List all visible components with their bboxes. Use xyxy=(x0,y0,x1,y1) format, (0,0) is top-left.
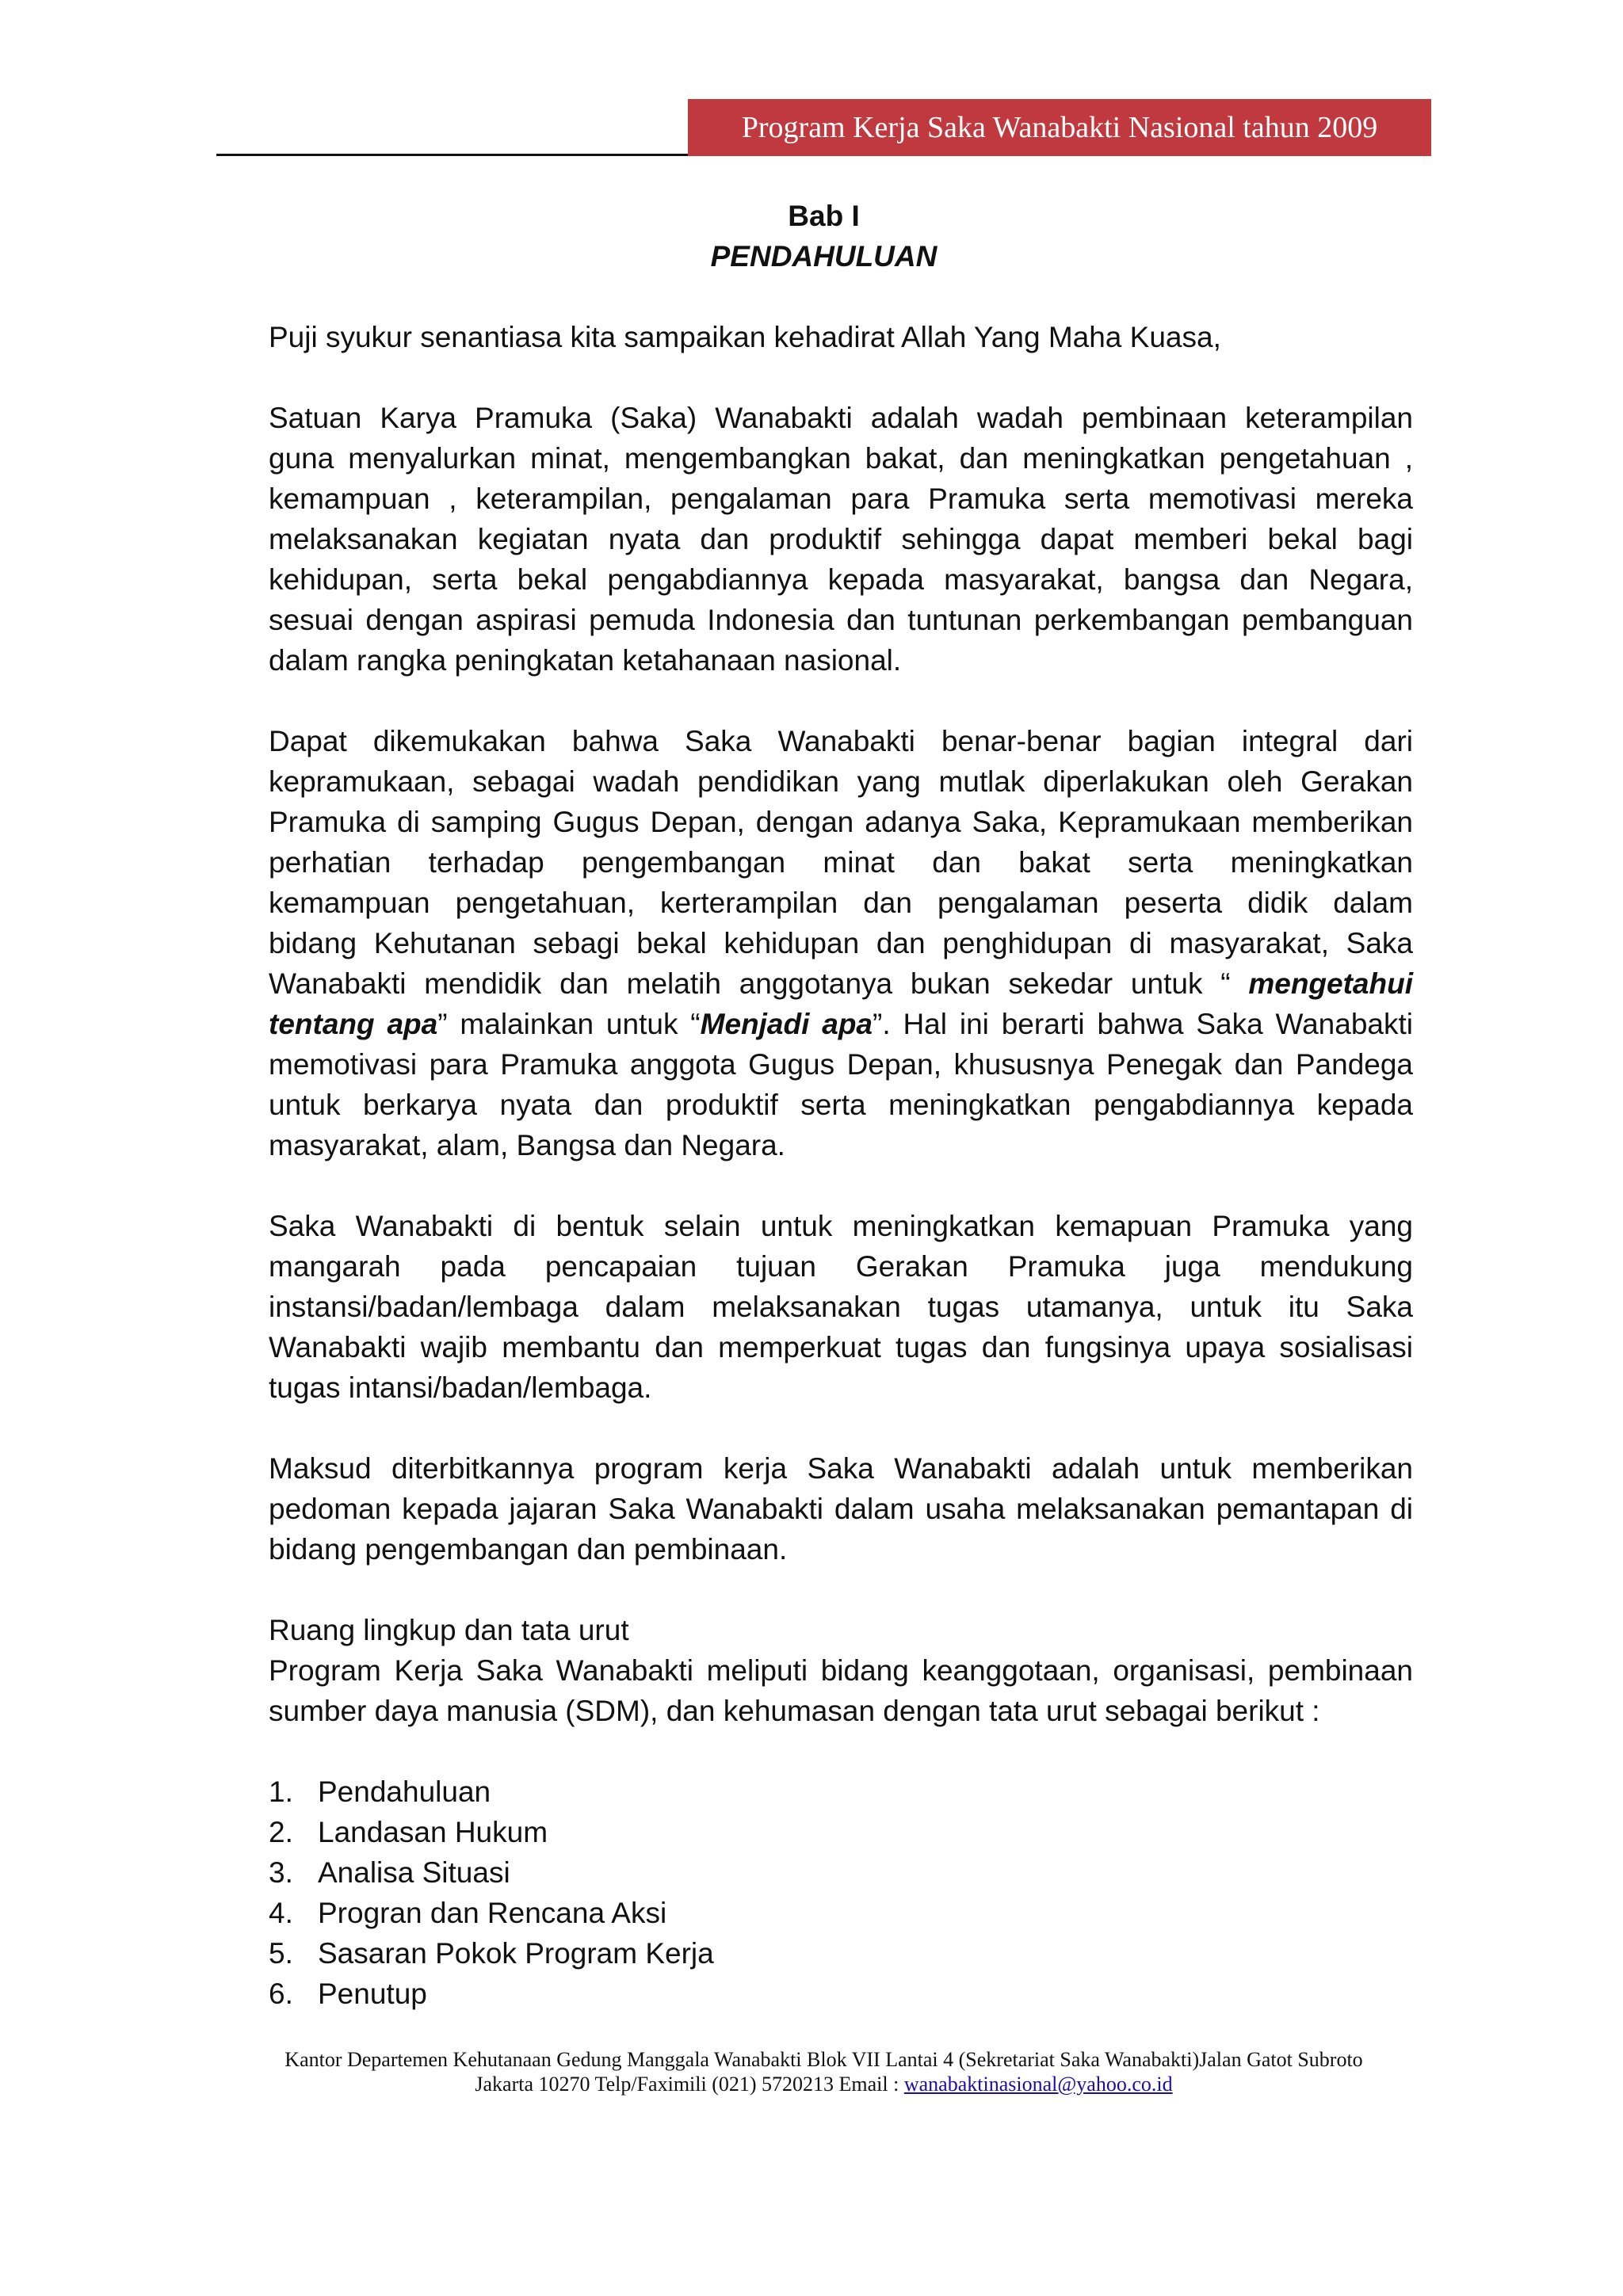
text-line: kehidupan, serta bekal pengabdiannya kepada masyarakat, bangsa dan Negara, xyxy=(269,563,1413,596)
text-line: Dapat dikemukakan bahwa Saka Wanabakti benar-benar bagian integral dari xyxy=(269,725,1413,757)
text-run: Wanabakti mendidik dan melatih anggotanya bukan sekedar untuk “ xyxy=(269,967,1249,1000)
list-number: 5. xyxy=(269,1937,293,1970)
list-number: 2. xyxy=(269,1816,293,1848)
footer-contact-text: Jakarta 10270 Telp/Faximili (021) 5720213 Email : xyxy=(475,2073,904,2096)
text-line: masyarakat, alam, Bangsa dan Negara. xyxy=(269,1129,785,1161)
text-line: bidang Kehutanan sebagi bekal kehidupan dan penghidupan di masyarakat, Saka xyxy=(269,927,1413,959)
text-line: pedoman kepada jajaran Saka Wanabakti dalam usaha melaksanakan pemantapan di xyxy=(269,1493,1413,1525)
text-line xyxy=(269,1004,1413,1044)
greeting-text: Puji syukur senantiasa kita sampaikan kehadirat Allah Yang Maha Kuasa, xyxy=(269,321,1221,353)
list-item xyxy=(269,1812,1413,1852)
emphasis-text: Menjadi apa xyxy=(700,1008,873,1040)
list-number: 4. xyxy=(269,1897,293,1929)
emphasis-text: mengetahui xyxy=(1248,967,1413,1000)
footer-address: Kantor Departemen Kehutanaan Gedung Manggala Wanabakti Blok VII Lantai 4 (Sekretariat Saka Wanabakti)Jalan Gatot Subroto xyxy=(285,2048,1363,2071)
text-line: Satuan Karya Pramuka (Saka) Wanabakti adalah wadah pembinaan keterampilan xyxy=(269,402,1413,434)
paragraph-saka-purpose xyxy=(269,1206,1413,1408)
text-line: sumber daya manusia (SDM), dan kehumasan dengan tata urut sebagai berikut : xyxy=(269,1695,1320,1727)
text-line: dalam rangka peningkatan ketahanaan nasional. xyxy=(269,644,902,677)
chapter-title: PENDAHULUAN xyxy=(710,240,938,273)
text-line: Saka Wanabakti di bentuk selain untuk meningkatkan kemapuan Pramuka yang xyxy=(269,1210,1413,1242)
paragraph-scope xyxy=(269,1610,1413,1731)
text-line: tugas intansi/badan/lembaga. xyxy=(269,1371,652,1404)
list-item xyxy=(269,1772,1413,1812)
text-line: bidang pengembangan dan pembinaan. xyxy=(269,1533,788,1566)
table-of-contents-list xyxy=(269,1772,1413,2014)
list-label: Progran dan Rencana Aksi xyxy=(318,1897,667,1929)
text-line: kemampuan , keterampilan, pengalaman para Pramuka serta memotivasi mereka xyxy=(269,482,1413,515)
list-item xyxy=(269,1974,1413,2014)
text-line: sesuai dengan aspirasi pemuda Indonesia dan tuntunan perkembangan pembanguan xyxy=(269,604,1413,636)
text-line xyxy=(269,963,1413,1004)
list-label: Sasaran Pokok Program Kerja xyxy=(318,1937,714,1970)
text-line: kepramukaan, sebagai wadah pendidikan yang mutlak diperlakukan oleh Gerakan xyxy=(269,765,1413,798)
text-line: untuk berkarya nyata dan produktif serta meningkatkan pengabdiannya kepada xyxy=(269,1089,1413,1121)
list-label: Analisa Situasi xyxy=(318,1856,510,1889)
text-line: guna menyalurkan minat, mengembangkan bakat, dan meningkatkan pengetahuan , xyxy=(269,442,1413,475)
running-header: Program Kerja Saka Wanabakti Nasional tahun 2009 xyxy=(688,99,1431,156)
text-line: Maksud diterbitkannya program kerja Saka Wanabakti adalah untuk memberikan xyxy=(269,1452,1413,1485)
email-link[interactable]: wanabaktinasional@yahoo.co.id xyxy=(903,2073,1173,2096)
list-label: Landasan Hukum xyxy=(318,1816,548,1848)
text-line: perhatian terhadap pengembangan minat dan bakat serta meningkatkan xyxy=(269,846,1413,879)
text-line: Wanabakti wajib membantu dan memperkuat tugas dan fungsinya upaya sosialisasi xyxy=(269,1331,1413,1363)
list-item xyxy=(269,1852,1413,1893)
list-label: Pendahuluan xyxy=(318,1775,491,1808)
chapter-number: Bab I xyxy=(788,200,860,232)
paragraph-program-intent xyxy=(269,1448,1413,1569)
document-body xyxy=(269,317,1413,2014)
text-line: instansi/badan/lembaga dalam melaksanakan tugas utamanya, untuk itu Saka xyxy=(269,1291,1413,1323)
text-line: Program Kerja Saka Wanabakti meliputi bidang keanggotaan, organisasi, pembinaan xyxy=(269,1654,1413,1687)
text-line: kemampuan pengetahuan, kerterampilan dan pengalaman peserta didik dalam xyxy=(269,887,1413,919)
greeting-paragraph xyxy=(269,317,1413,357)
list-label: Penutup xyxy=(318,1978,427,2010)
emphasis-text: tentang apa xyxy=(269,1008,438,1040)
list-number: 3. xyxy=(269,1856,293,1889)
footer-contact xyxy=(216,2073,1431,2096)
text-line: melaksanakan kegiatan nyata dan produktif sehingga dapat memberi bekal bagi xyxy=(269,523,1413,555)
list-item xyxy=(269,1933,1413,1974)
list-number: 1. xyxy=(269,1775,293,1808)
scope-heading: Ruang lingkup dan tata urut xyxy=(269,1614,629,1646)
paragraph-saka-role xyxy=(269,721,1413,1165)
text-run: ”. Hal ini berarti bahwa Saka Wanabakti xyxy=(873,1008,1413,1040)
paragraph-saka-definition xyxy=(269,398,1413,681)
list-item xyxy=(269,1893,1413,1933)
text-run: ” malainkan untuk “ xyxy=(437,1008,701,1040)
text-line: mangarah pada pencapaian tujuan Gerakan Pramuka juga mendukung xyxy=(269,1250,1413,1283)
list-number: 6. xyxy=(269,1978,293,2010)
text-line: memotivasi para Pramuka anggota Gugus Depan, khususnya Penegak dan Pandega xyxy=(269,1048,1413,1081)
text-line: Pramuka di samping Gugus Depan, dengan adanya Saka, Kepramukaan memberikan xyxy=(269,806,1413,838)
